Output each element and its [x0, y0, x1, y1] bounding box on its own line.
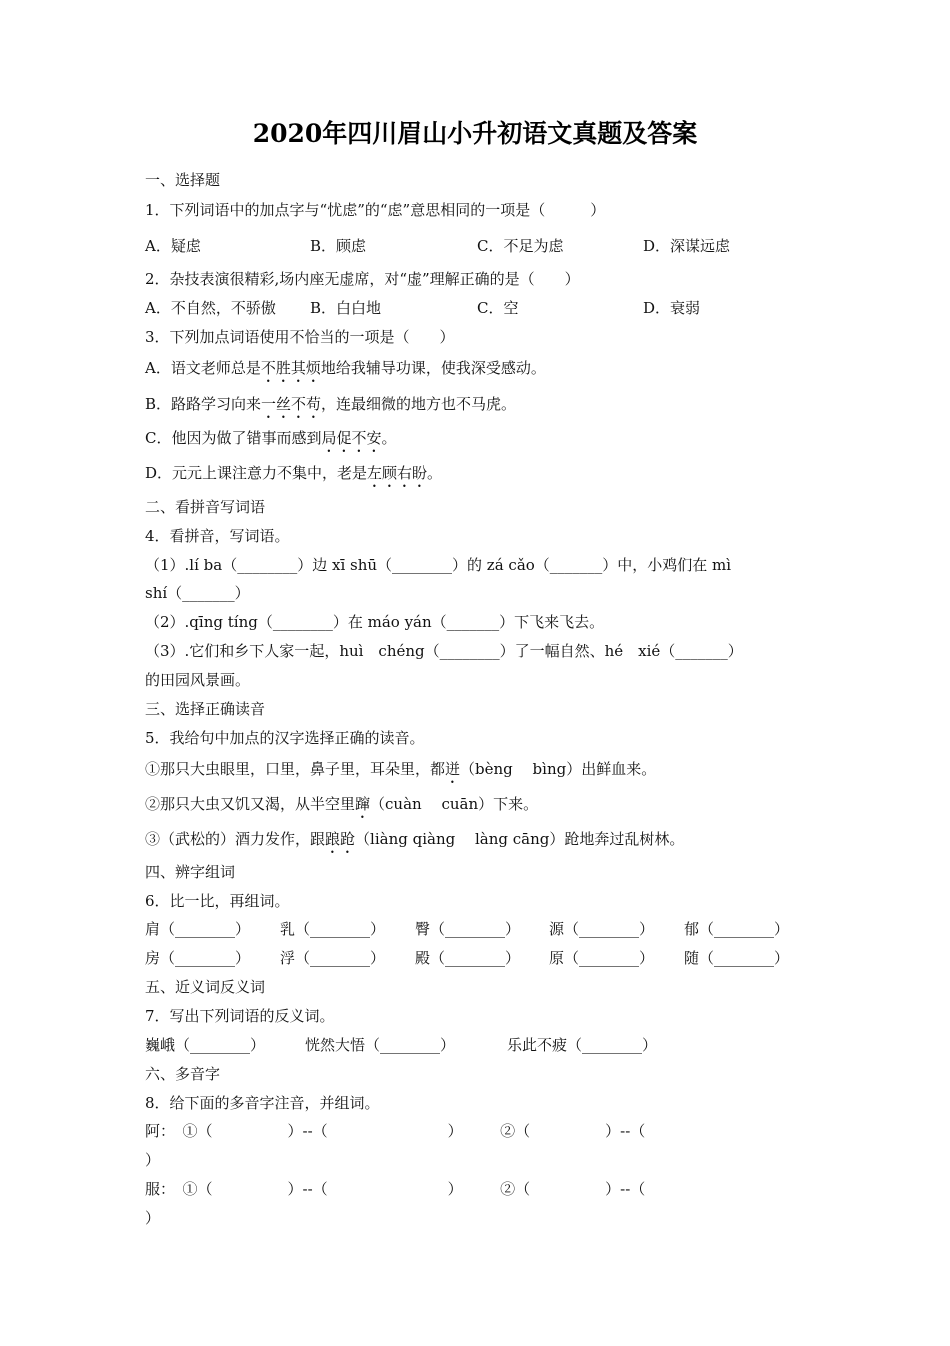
q4-line-3: （2）.qīng tíng（________）在 máo yán（_______）下飞来飞去。 — [145, 613, 605, 631]
q8-line-b-end: ） — [145, 1209, 161, 1227]
question-7: 7．写出下列词语的反义词。 — [145, 1007, 335, 1025]
section-heading-pronunciation: 三、选择正确读音 — [145, 700, 266, 718]
q2-option-c: C．空 — [477, 299, 519, 317]
dotted-char: 蹿 — [355, 795, 371, 813]
question-2: 2．杂技表演很精彩,场内座无虚席，对“虚”理解正确的是（ ） — [145, 270, 580, 288]
q6-item: 郁（________） — [684, 920, 790, 938]
section-heading-word-forming: 四、辨字组词 — [145, 863, 236, 881]
question-8: 8．给下面的多音字注音，并组词。 — [145, 1094, 380, 1112]
q1-option-d: D．深谋远虑 — [643, 237, 731, 255]
question-3: 3．下列加点词语使用不恰当的一项是（ ） — [145, 328, 455, 346]
q2-option-a: A．不自然，不骄傲 — [145, 299, 276, 317]
q6-item: 随（________） — [684, 949, 790, 967]
q6-item: 原（________） — [549, 949, 655, 967]
q6-item: 肩（________） — [145, 920, 251, 938]
q3-option-b: B．路路学习向来一丝不苟，连最细微的地方也不马虎。 — [145, 395, 517, 413]
q6-item: 源（________） — [549, 920, 655, 938]
q3-option-a: A．语文老师总是不胜其烦地给我辅导功课，使我深受感动。 — [145, 359, 546, 377]
q4-line-1: （1）.lí ba（________）边 xī shū（________）的 zá cǎo（_______）中，小鸡们在 mì — [145, 556, 732, 574]
q1-option-a: A．疑虑 — [145, 237, 201, 255]
q5-line-2: ②那只大虫又饥又渴，从半空里蹿（cuàn cuān）下来。 — [145, 795, 539, 813]
q4-line-4: （3）.它们和乡下人家一起，huì chéng（________）了一幅自然、hé xié（_______） — [145, 642, 743, 660]
dotted-phrase: 左顾右盼 — [367, 464, 428, 482]
section-heading-polyphones: 六、多音字 — [145, 1065, 221, 1083]
q3-option-d: D．元元上课注意力不集中，老是左顾右盼。 — [145, 464, 443, 482]
q4-line-2: shí（_______） — [145, 584, 250, 602]
section-heading-choice: 一、选择题 — [145, 171, 221, 189]
question-6: 6．比一比，再组词。 — [145, 892, 290, 910]
q1-option-b: B．顾虑 — [310, 237, 367, 255]
q8-line-b: 服： ①（ ）--（ ） ②（ ）--（ — [145, 1180, 646, 1198]
q7-item: 恍然大悟（________） — [305, 1036, 456, 1054]
dotted-phrase: 局促不安 — [321, 429, 382, 447]
document-title: 2020年四川眉山小升初语文真题及答案 — [252, 119, 698, 148]
dotted-phrase: 一丝不苟 — [261, 395, 322, 413]
section-heading-pinyin: 二、看拼音写词语 — [145, 498, 266, 516]
dotted-char: 踉跄 — [325, 830, 356, 848]
q5-line-1: ①那只大虫眼里，口里，鼻子里，耳朵里，都迸（bèng bìng）出鲜血来。 — [145, 760, 657, 778]
q6-item: 浮（________） — [280, 949, 386, 967]
q7-item: 乐此不疲（________） — [507, 1036, 658, 1054]
q8-line-a: 阿： ①（ ）--（ ） ②（ ）--（ — [145, 1122, 646, 1140]
q2-option-d: D．衰弱 — [643, 299, 701, 317]
question-5: 5．我给句中加点的汉字选择正确的读音。 — [145, 729, 425, 747]
q2-option-b: B．白白地 — [310, 299, 382, 317]
dotted-char: 迸 — [445, 760, 461, 778]
q3-option-c: C．他因为做了错事而感到局促不安。 — [145, 429, 397, 447]
section-heading-antonyms: 五、近义词反义词 — [145, 978, 266, 996]
dotted-phrase: 不胜其烦 — [260, 359, 321, 377]
question-4: 4．看拼音，写词语。 — [145, 527, 290, 545]
q6-item: 乳（________） — [280, 920, 386, 938]
q8-line-a-end: ） — [145, 1151, 161, 1169]
q6-item: 房（________） — [145, 949, 251, 967]
question-1: 1．下列词语中的加点字与“忧虑”的“虑”意思相同的一项是（ ） — [145, 201, 606, 219]
q4-line-5: 的田园风景画。 — [145, 671, 251, 689]
q6-item: 殿（________） — [415, 949, 521, 967]
q1-option-c: C．不足为虑 — [477, 237, 564, 255]
q7-item: 巍峨（________） — [145, 1036, 266, 1054]
q5-line-3: ③（武松的）酒力发作，跟踉跄（liàng qiàng làng cāng）跄地奔过乱树林。 — [145, 830, 685, 848]
q6-item: 臀（________） — [415, 920, 521, 938]
